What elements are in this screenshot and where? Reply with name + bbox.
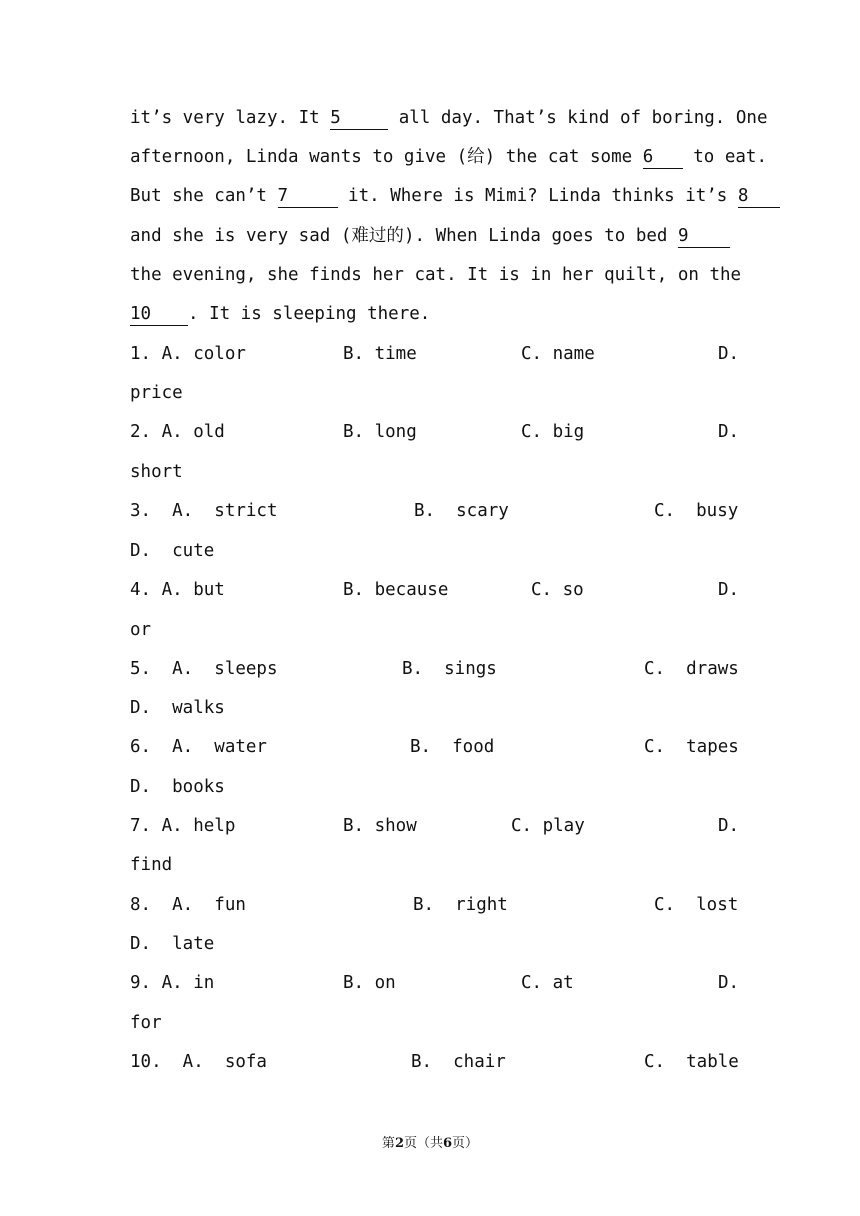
- q5-option-c: C. draws: [644, 659, 739, 679]
- q9-option-d-text: for: [130, 1013, 162, 1033]
- q3-option-a: 3. A. strict: [130, 501, 278, 521]
- q7-option-a: 7. A. help: [130, 816, 236, 836]
- q7-option-d-text: find: [130, 855, 173, 875]
- blank-8: 8: [738, 186, 780, 208]
- q9-option-d: D.: [718, 973, 740, 993]
- passage-line-6: 10 . It is sleeping there.: [130, 304, 431, 324]
- q6-option-c: C. tapes: [644, 737, 739, 757]
- question-8: [130, 893, 739, 917]
- question-6: [130, 735, 739, 759]
- question-3: [130, 499, 739, 523]
- q7-option-c: C. play: [511, 816, 585, 836]
- q7-option-d: D.: [718, 816, 740, 836]
- blank-5: 5: [330, 108, 388, 130]
- q7-option-b: B. show: [343, 816, 417, 836]
- page-total: 6: [443, 1136, 453, 1151]
- q2-option-a: 2. A. old: [130, 422, 225, 442]
- q4-option-d-text: or: [130, 620, 152, 640]
- q6-option-b: B. food: [410, 737, 495, 757]
- blank-7: 7: [278, 186, 338, 208]
- q9-option-c: C. at: [521, 973, 574, 993]
- question-7: [130, 814, 740, 838]
- q1-option-a: 1. A. color: [130, 344, 246, 364]
- q8-option-b: B. right: [413, 895, 508, 915]
- q10-option-b: B. chair: [411, 1052, 506, 1072]
- q6-option-d: D. books: [130, 777, 225, 797]
- q5-option-b: B. sings: [402, 659, 497, 679]
- q4-option-c: C. so: [531, 580, 584, 600]
- blank-9: 9: [678, 226, 730, 248]
- page-footer: 第2页（共6页）: [381, 1136, 479, 1151]
- q4-option-d: D.: [718, 580, 740, 600]
- q1-option-d: D.: [718, 344, 740, 364]
- q6-option-a: 6. A. water: [130, 737, 267, 757]
- q8-option-a: 8. A. fun: [130, 895, 246, 915]
- blank-6: 6: [643, 147, 683, 169]
- q9-option-b: B. on: [343, 973, 396, 993]
- q3-option-b: B. scary: [414, 501, 509, 521]
- q1-option-c: C. name: [521, 344, 595, 364]
- passage-line-2: afternoon, Linda wants to give (给) the cat some 6 to eat.: [130, 147, 767, 167]
- question-1: [130, 342, 740, 366]
- question-4: [130, 578, 740, 602]
- q3-option-d: D. cute: [130, 541, 215, 561]
- blank-10: 10: [130, 304, 188, 326]
- q2-option-b: B. long: [343, 422, 417, 442]
- q2-option-d: D.: [718, 422, 740, 442]
- q10-option-a: 10. A. sofa: [130, 1052, 267, 1072]
- q4-option-a: 4. A. but: [130, 580, 225, 600]
- q8-option-c: C. lost: [654, 895, 739, 915]
- q5-option-d: D. walks: [130, 698, 225, 718]
- passage-line-1: it’s very lazy. It 5 all day. That’s kind of boring. One: [130, 108, 768, 128]
- passage-line-3: But she can’t 7 it. Where is Mimi? Linda thinks it’s 8: [130, 184, 730, 208]
- q3-option-c: C. busy: [654, 501, 739, 521]
- passage-line-5: the evening, she finds her cat. It is in her quilt, on the: [130, 265, 742, 285]
- q1-option-b: B. time: [343, 344, 417, 364]
- q2-option-c: C. big: [521, 422, 585, 442]
- q10-option-c: C. table: [644, 1052, 739, 1072]
- q9-option-a: 9. A. in: [130, 973, 215, 993]
- q4-option-b: B. because: [343, 580, 449, 600]
- question-9: [130, 971, 740, 995]
- question-2: [130, 420, 740, 444]
- q8-option-d: D. late: [130, 934, 215, 954]
- question-5: [130, 657, 739, 681]
- q1-option-d-text: price: [130, 383, 183, 403]
- page-number: 2: [394, 1136, 404, 1151]
- q2-option-d-text: short: [130, 462, 183, 482]
- q5-option-a: 5. A. sleeps: [130, 659, 278, 679]
- passage-line-4: and she is very sad (难过的). When Linda goes to bed 9: [130, 224, 730, 248]
- question-10: [130, 1050, 739, 1074]
